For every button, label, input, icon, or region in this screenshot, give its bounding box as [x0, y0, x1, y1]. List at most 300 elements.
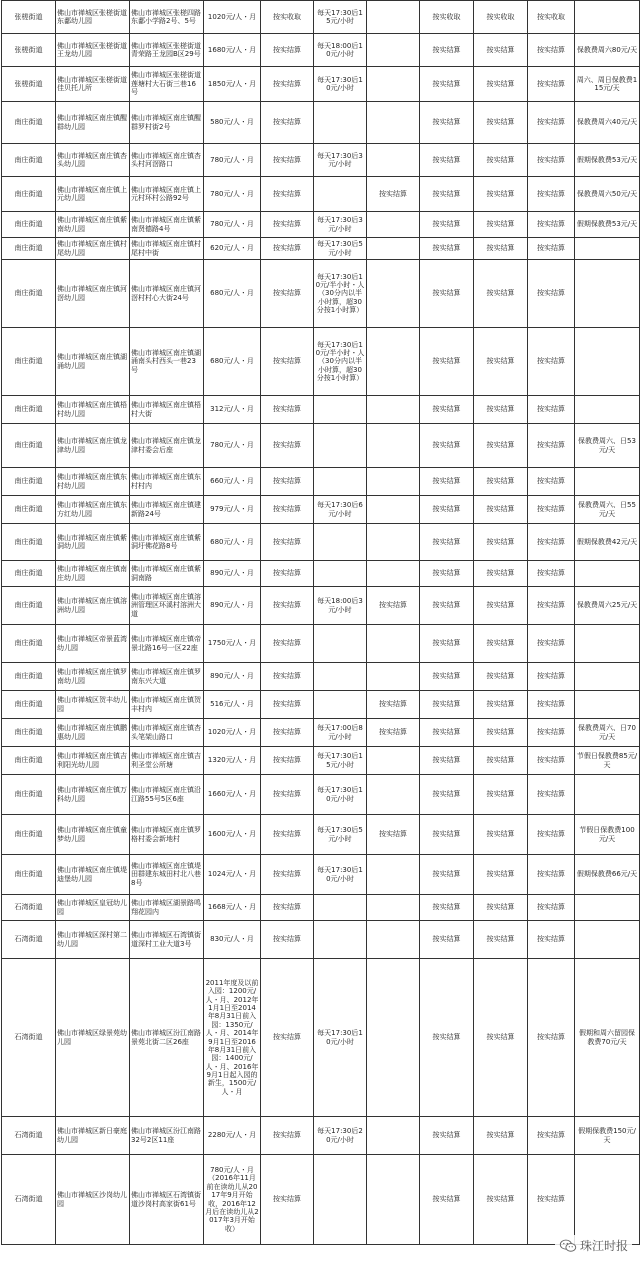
table-cell: 680元/人・月 [204, 328, 261, 396]
table-cell [314, 691, 367, 719]
table-cell: 保教费周六、日70元/天 [575, 719, 640, 747]
table-cell [314, 625, 367, 663]
table-cell: 按实结算 [474, 260, 528, 328]
table-cell [367, 102, 420, 144]
table-cell: 680元/人・月 [204, 524, 261, 561]
table-cell: 按实结算 [528, 747, 575, 775]
table-cell [575, 260, 640, 328]
table-cell: 1750元/人・月 [204, 625, 261, 663]
table-cell: 佛山市禅城区南庄镇帝景北路16号一区22座 [130, 625, 204, 663]
table-cell: 佛山市禅城区南庄镇村尾幼儿园 [56, 238, 130, 260]
table-cell [367, 144, 420, 177]
table-cell: 南庄街道 [2, 260, 56, 328]
table-cell: 保教费周六、日55元/天 [575, 496, 640, 524]
table-cell: 每天17:30后10元/半小时・人（30分内以半小时算，超30分按1小时算） [314, 260, 367, 328]
table-cell [575, 691, 640, 719]
table-cell [367, 212, 420, 238]
table-cell: 按实结算 [420, 959, 474, 1117]
table-cell [314, 177, 367, 212]
table-cell: 石湾街道 [2, 895, 56, 921]
table-cell: 按实结算 [474, 1155, 528, 1245]
table-cell [575, 238, 640, 260]
table-cell [314, 424, 367, 468]
table-cell: 按实结算 [528, 212, 575, 238]
table-cell: 每天17:30后10元/半小时・人（30分内以半小时算，超30分按1小时算） [314, 328, 367, 396]
table-cell: 南庄街道 [2, 524, 56, 561]
table-cell: 按实结算 [420, 496, 474, 524]
table-cell: 2011年度及以前入园：1200元/人・月、2012年1月1日至2014年8月31日前入园：1350元/人・月、2014年9月1日至2016年8月31日前入园：1400元/人・月、2016年9月1日起入园的新生，1500元/人・月 [204, 959, 261, 1117]
table-cell: 每天17:30后10元/小时 [314, 855, 367, 895]
table-cell: 佛山市禅城区南庄镇梧村大街 [130, 396, 204, 424]
table-cell: 1020元/人・月 [204, 1, 261, 34]
table-cell: 佛山市禅城区南庄镇河滘村村心大街24号 [130, 260, 204, 328]
table-cell: 石湾街道 [2, 921, 56, 959]
table-cell: 佛山市禅城区南庄镇堤迪堡幼儿园 [56, 855, 130, 895]
table-cell: 假期保教费53元/天 [575, 212, 640, 238]
table-row [2, 921, 640, 959]
table-cell: 按实结算 [420, 102, 474, 144]
table-cell: 佛山市禅城区南庄镇吉利圣堂公所塘 [130, 747, 204, 775]
table-cell [575, 396, 640, 424]
table-cell: 按实结算 [261, 625, 314, 663]
table-cell: 按实结算 [261, 496, 314, 524]
table-cell: 佛山市禅城区南庄镇龙津幼儿园 [56, 424, 130, 468]
table-cell: 按实结算 [474, 496, 528, 524]
table-cell: 按实结算 [420, 238, 474, 260]
table-cell: 佛山市禅城区南庄镇杏头村河滘路口 [130, 144, 204, 177]
table-cell: 按实结算 [474, 561, 528, 587]
table-cell: 每天17:30后3元/小时 [314, 212, 367, 238]
table-cell [575, 921, 640, 959]
table-cell [314, 524, 367, 561]
table-cell: 按实结算 [261, 895, 314, 921]
table-cell: 张槎街道 [2, 1, 56, 34]
table-cell: 按实结算 [528, 561, 575, 587]
table-cell: 按实结算 [474, 468, 528, 496]
table-cell: 每天17:30后10元/小时 [314, 959, 367, 1117]
table-cell: 假期保教费53元/天 [575, 144, 640, 177]
table-row [2, 67, 640, 102]
table-cell: 佛山市禅城区绿景苑幼儿园 [56, 959, 130, 1117]
table-cell: 佛山市禅城区南庄镇紫南贤德路4号 [130, 212, 204, 238]
table-cell [314, 396, 367, 424]
table-row [2, 855, 640, 895]
table-cell: 按实结算 [261, 238, 314, 260]
table-row [2, 719, 640, 747]
table-cell: 按实结算 [261, 144, 314, 177]
table-cell: 按实结算 [528, 424, 575, 468]
table-cell: 按实结算 [367, 691, 420, 719]
table-cell [367, 34, 420, 67]
table-cell: 按实结算 [474, 775, 528, 815]
table-cell [367, 625, 420, 663]
table-cell: 佛山市禅城区南庄镇罗格村委会新地村 [130, 815, 204, 855]
table-cell: 1020元/人・月 [204, 719, 261, 747]
table-cell: 按实结算 [528, 177, 575, 212]
table-cell: 保教费周六40元/天 [575, 102, 640, 144]
table-cell: 节假日保教费100元/天 [575, 815, 640, 855]
table-cell: 按实结算 [261, 959, 314, 1117]
table-cell: 按实结算 [474, 1117, 528, 1155]
table-cell: 按实结算 [528, 260, 575, 328]
table-cell: 南庄街道 [2, 177, 56, 212]
table-row [2, 34, 640, 67]
table-cell: 按实结算 [474, 328, 528, 396]
table-cell: 按实结算 [420, 719, 474, 747]
table-cell: 南庄街道 [2, 212, 56, 238]
table-cell: 按实结算 [261, 561, 314, 587]
table-cell: 780元/人・月 [204, 144, 261, 177]
table-cell: 按实收取 [261, 1, 314, 34]
table-cell: 佛山市禅城区帝景蓝湾幼儿园 [56, 625, 130, 663]
table-cell: 南庄街道 [2, 396, 56, 424]
table-cell: 佛山市禅城区南庄镇龙津村委会后座 [130, 424, 204, 468]
table-cell: 佛山市禅城区南庄镇紫洞南路 [130, 561, 204, 587]
table-cell: 按实结算 [367, 719, 420, 747]
table-cell: 每天17:30后20元/小时 [314, 1117, 367, 1155]
table-cell: 按实结算 [474, 34, 528, 67]
table-cell: 按实结算 [528, 921, 575, 959]
table-cell: 按实结算 [528, 719, 575, 747]
table-cell [367, 959, 420, 1117]
table-cell [367, 775, 420, 815]
table-cell: 佛山市禅城区皇冠幼儿园 [56, 895, 130, 921]
table-cell: 佛山市禅城区南庄镇杏头笔架山路口 [130, 719, 204, 747]
table-cell: 佛山市禅城区南庄镇杏头幼儿园 [56, 144, 130, 177]
table-cell: 按实结算 [474, 959, 528, 1117]
table-cell: 佛山市禅城区南庄镇醒群幼儿园 [56, 102, 130, 144]
table-cell: 按实结算 [261, 396, 314, 424]
table-cell: 按实结算 [474, 587, 528, 625]
table-cell [367, 855, 420, 895]
table-cell: 660元/人・月 [204, 468, 261, 496]
table-cell: 按实结算 [528, 328, 575, 396]
table-cell: 假期和周六留园保教费70元/天 [575, 959, 640, 1117]
table-cell: 按实收取 [528, 1, 575, 34]
table-cell: 按实结算 [420, 747, 474, 775]
table-cell [367, 496, 420, 524]
table-cell: 假期保教费42元/天 [575, 524, 640, 561]
table-cell: 佛山市禅城区南庄镇上元村环村公路92号 [130, 177, 204, 212]
table-cell: 南庄街道 [2, 424, 56, 468]
table-cell [367, 561, 420, 587]
table-body [2, 1, 640, 1245]
table-row [2, 1, 640, 34]
table-cell: 按实结算 [261, 775, 314, 815]
table-cell [367, 921, 420, 959]
table-cell: 按实结算 [420, 212, 474, 238]
table-cell: 保教费周六25元/天 [575, 587, 640, 625]
table-cell [367, 396, 420, 424]
table-cell: 佛山市禅城区南庄镇童梦幼儿园 [56, 815, 130, 855]
table-cell: 佛山市禅城区南庄镇河滘幼儿园 [56, 260, 130, 328]
table-cell: 312元/人・月 [204, 396, 261, 424]
table-cell: 按实结算 [420, 855, 474, 895]
table-cell: 按实结算 [420, 1117, 474, 1155]
table-cell: 890元/人・月 [204, 561, 261, 587]
table-row [2, 815, 640, 855]
table-cell: 佛山市禅城区南庄镇紫南幼儿园 [56, 212, 130, 238]
table-row [2, 587, 640, 625]
table-cell: 按实结算 [528, 67, 575, 102]
table-row [2, 561, 640, 587]
table-cell [575, 328, 640, 396]
table-cell: 580元/人・月 [204, 102, 261, 144]
table-cell: 张槎街道 [2, 34, 56, 67]
table-cell: 按实结算 [420, 663, 474, 691]
table-cell: 节假日保教费85元/天 [575, 747, 640, 775]
table-row [2, 177, 640, 212]
table-cell: 佛山市禅城区南庄镇贺丰村内 [130, 691, 204, 719]
table-cell: 石湾街道 [2, 1155, 56, 1245]
table-cell [314, 561, 367, 587]
table-row [2, 747, 640, 775]
table-cell: 按实结算 [420, 1155, 474, 1245]
table-cell [575, 1155, 640, 1245]
table-cell: 按实结算 [528, 587, 575, 625]
table-cell: 每天17:30后3元/小时 [314, 144, 367, 177]
table-row [2, 144, 640, 177]
table-cell: 佛山市禅城区张槎街道佳贝托儿所 [56, 67, 130, 102]
table-cell: 南庄街道 [2, 691, 56, 719]
table-cell: 按实结算 [528, 815, 575, 855]
table-cell: 按实结算 [474, 177, 528, 212]
table-cell: 按实结算 [474, 921, 528, 959]
table-cell: 按实结算 [261, 691, 314, 719]
table-cell: 佛山市禅城区湖景路鸣翔花园内 [130, 895, 204, 921]
table-cell: 1680元/人・月 [204, 34, 261, 67]
table-cell: 按实结算 [528, 524, 575, 561]
table-cell: 1850元/人・月 [204, 67, 261, 102]
table-cell: 按实结算 [420, 67, 474, 102]
table-cell: 按实结算 [261, 102, 314, 144]
table-cell [367, 663, 420, 691]
table-cell: 石湾街道 [2, 1117, 56, 1155]
table-cell: 佛山市禅城区张槎四路东鄱小学路2号、5号 [130, 1, 204, 34]
table-cell [367, 468, 420, 496]
table-cell: 佛山市禅城区南庄镇罗南幼儿园 [56, 663, 130, 691]
table-cell: 按实结算 [367, 177, 420, 212]
table-cell: 按实结算 [420, 625, 474, 663]
table-cell: 780元/人・月（2016年11月前在读幼儿从2017年9月开始收，2016年12月后在读幼儿从2017年3月开始收） [204, 1155, 261, 1245]
table-cell: 按实结算 [474, 625, 528, 663]
table-cell: 按实结算 [528, 1155, 575, 1245]
table-cell: 按实结算 [261, 524, 314, 561]
table-cell: 佛山市禅城区南庄镇上元幼儿园 [56, 177, 130, 212]
table-cell: 佛山市禅城区汾江南路32号2区11座 [130, 1117, 204, 1155]
table-cell: 按实结算 [528, 34, 575, 67]
table-cell: 2280元/人・月 [204, 1117, 261, 1155]
table-cell: 佛山市禅城区石湾镇街道沙岗村高家街61号 [130, 1155, 204, 1245]
table-cell: 按实结算 [420, 775, 474, 815]
table-cell: 佛山市禅城区南庄镇溶洲幼儿园 [56, 587, 130, 625]
table-row [2, 396, 640, 424]
table-cell: 佛山市禅城区南庄镇紫洞圩佛花路8号 [130, 524, 204, 561]
table-cell: 佛山市禅城区南庄镇湖涌南头村西头一巷23号 [130, 328, 204, 396]
table-cell: 按实结算 [261, 587, 314, 625]
table-cell: 佛山市禅城区南庄镇堤田群建东城田村北八巷8号 [130, 855, 204, 895]
table-cell: 佛山市禅城区南庄镇东村幼儿园 [56, 468, 130, 496]
table-cell: 按实结算 [261, 719, 314, 747]
table-cell: 每天17:30后5元/小时 [314, 815, 367, 855]
table-cell: 南庄街道 [2, 561, 56, 587]
table-cell: 南庄街道 [2, 328, 56, 396]
table-cell: 周六、周日保教费115元/天 [575, 67, 640, 102]
table-cell: 按实结算 [528, 691, 575, 719]
table-cell: 张槎街道 [2, 67, 56, 102]
table-cell: 按实结算 [261, 34, 314, 67]
table-cell: 佛山市禅城区南庄镇东方红幼儿园 [56, 496, 130, 524]
table-cell: 按实结算 [261, 328, 314, 396]
table-cell: 按实结算 [420, 424, 474, 468]
watermark [555, 1235, 632, 1256]
table-cell: 佛山市禅城区南庄镇吉利阳光幼儿园 [56, 747, 130, 775]
table-cell: 佛山市禅城区张槎街道王龙幼儿园 [56, 34, 130, 67]
table-cell: 按实结算 [420, 177, 474, 212]
table-cell: 每天17:30后15元/小时 [314, 747, 367, 775]
table-cell: 620元/人・月 [204, 238, 261, 260]
table-cell: 每天17:30后5元/小时 [314, 238, 367, 260]
table-cell: 按实结算 [474, 691, 528, 719]
table-cell: 按实结算 [420, 328, 474, 396]
table-cell: 南庄街道 [2, 238, 56, 260]
table-cell: 佛山市禅城区南庄镇沿江路55号5区6座 [130, 775, 204, 815]
table-cell: 1668元/人・月 [204, 895, 261, 921]
table-row [2, 102, 640, 144]
table-cell: 佛山市禅城区张槎街道东鄱幼儿园 [56, 1, 130, 34]
table-cell: 按实结算 [261, 1117, 314, 1155]
table-cell: 佛山市禅城区南庄镇建新路24号 [130, 496, 204, 524]
table-cell [575, 1, 640, 34]
table-cell [314, 921, 367, 959]
table-cell: 按实结算 [261, 424, 314, 468]
table-cell [575, 561, 640, 587]
table-cell: 佛山市禅城区南庄镇湖涌幼儿园 [56, 328, 130, 396]
table-cell: 680元/人・月 [204, 260, 261, 328]
table-cell: 按实结算 [261, 921, 314, 959]
table-cell: 890元/人・月 [204, 663, 261, 691]
table-row [2, 212, 640, 238]
table-cell: 按实结算 [420, 921, 474, 959]
table-cell [367, 1117, 420, 1155]
table-cell: 南庄街道 [2, 496, 56, 524]
table-cell: 佛山市禅城区南庄镇醒群罗村街2号 [130, 102, 204, 144]
table-cell [575, 468, 640, 496]
table-row [2, 775, 640, 815]
table-cell: 按实结算 [261, 815, 314, 855]
table-cell: 按实结算 [528, 1117, 575, 1155]
table-cell: 按实结算 [528, 496, 575, 524]
table-row [2, 625, 640, 663]
table-row [2, 895, 640, 921]
table-cell: 每天17:30后10元/小时 [314, 67, 367, 102]
table-cell: 830元/人・月 [204, 921, 261, 959]
table-cell: 按实结算 [420, 587, 474, 625]
table-cell: 按实结算 [474, 396, 528, 424]
table-cell: 按实结算 [474, 67, 528, 102]
table-cell: 按实结算 [420, 396, 474, 424]
table-cell: 保教费周六80元/天 [575, 34, 640, 67]
table-cell: 按实结算 [528, 855, 575, 895]
table-cell: 780元/人・月 [204, 177, 261, 212]
table-cell: 每天17:30后6元/小时 [314, 496, 367, 524]
table-cell: 佛山市禅城区新日豪庭幼儿园 [56, 1117, 130, 1155]
table-cell [314, 468, 367, 496]
table-row [2, 238, 640, 260]
table-cell: 按实结算 [474, 815, 528, 855]
table-cell [367, 1, 420, 34]
table-cell: 1660元/人・月 [204, 775, 261, 815]
table-cell: 佛山市禅城区南庄镇东村村内 [130, 468, 204, 496]
table-cell: 按实结算 [474, 895, 528, 921]
table-cell: 假期保教费66元/天 [575, 855, 640, 895]
table-cell [575, 895, 640, 921]
table-cell: 按实结算 [420, 524, 474, 561]
table-cell: 按实结算 [528, 959, 575, 1117]
table-row [2, 260, 640, 328]
table-cell [314, 1155, 367, 1245]
table-cell: 780元/人・月 [204, 212, 261, 238]
table-cell [314, 102, 367, 144]
table-cell: 南庄街道 [2, 855, 56, 895]
table-cell: 按实结算 [474, 212, 528, 238]
table-cell: 按实结算 [261, 67, 314, 102]
table-cell: 假期保教费150元/天 [575, 1117, 640, 1155]
table-cell [575, 775, 640, 815]
table-cell: 按实结算 [261, 212, 314, 238]
table-cell: 按实结算 [474, 238, 528, 260]
table-cell: 1600元/人・月 [204, 815, 261, 855]
table-cell: 南庄街道 [2, 144, 56, 177]
table-cell: 按实结算 [261, 260, 314, 328]
table-cell: 按实结算 [420, 260, 474, 328]
table-cell: 佛山市禅城区张槎街道莲塘村大石街三巷16号 [130, 67, 204, 102]
table-cell: 南庄街道 [2, 625, 56, 663]
table-cell: 按实结算 [420, 34, 474, 67]
table-cell [575, 663, 640, 691]
table-cell: 按实结算 [261, 177, 314, 212]
wechat-icon [559, 1239, 577, 1253]
table-cell: 佛山市禅城区沙岗幼儿园 [56, 1155, 130, 1245]
table-cell: 南庄街道 [2, 815, 56, 855]
table-cell: 佛山市禅城区南庄镇南庄幼儿园 [56, 561, 130, 587]
table-cell: 佛山市禅城区南庄镇梧村幼儿园 [56, 396, 130, 424]
table-cell: 按实结算 [474, 719, 528, 747]
table-cell: 每天18:00后10元/小时 [314, 34, 367, 67]
table-cell: 按实结算 [261, 855, 314, 895]
table-row [2, 691, 640, 719]
fee-table [1, 0, 640, 1245]
table-cell: 按实结算 [474, 144, 528, 177]
table-cell: 按实结算 [528, 396, 575, 424]
table-row [2, 496, 640, 524]
table-cell: 按实结算 [261, 468, 314, 496]
table-cell: 石湾街道 [2, 959, 56, 1117]
table-cell [367, 328, 420, 396]
table-cell: 1320元/人・月 [204, 747, 261, 775]
table-cell [367, 1155, 420, 1245]
table-cell [367, 747, 420, 775]
table-cell: 按实结算 [528, 775, 575, 815]
table-cell: 按实结算 [474, 424, 528, 468]
table-cell: 按实结算 [528, 468, 575, 496]
table-cell: 每天18:00后3元/小时 [314, 587, 367, 625]
table-cell: 按实结算 [420, 895, 474, 921]
table-row [2, 468, 640, 496]
table-cell: 按实结算 [474, 102, 528, 144]
table-cell: 按实结算 [420, 691, 474, 719]
table-row [2, 663, 640, 691]
